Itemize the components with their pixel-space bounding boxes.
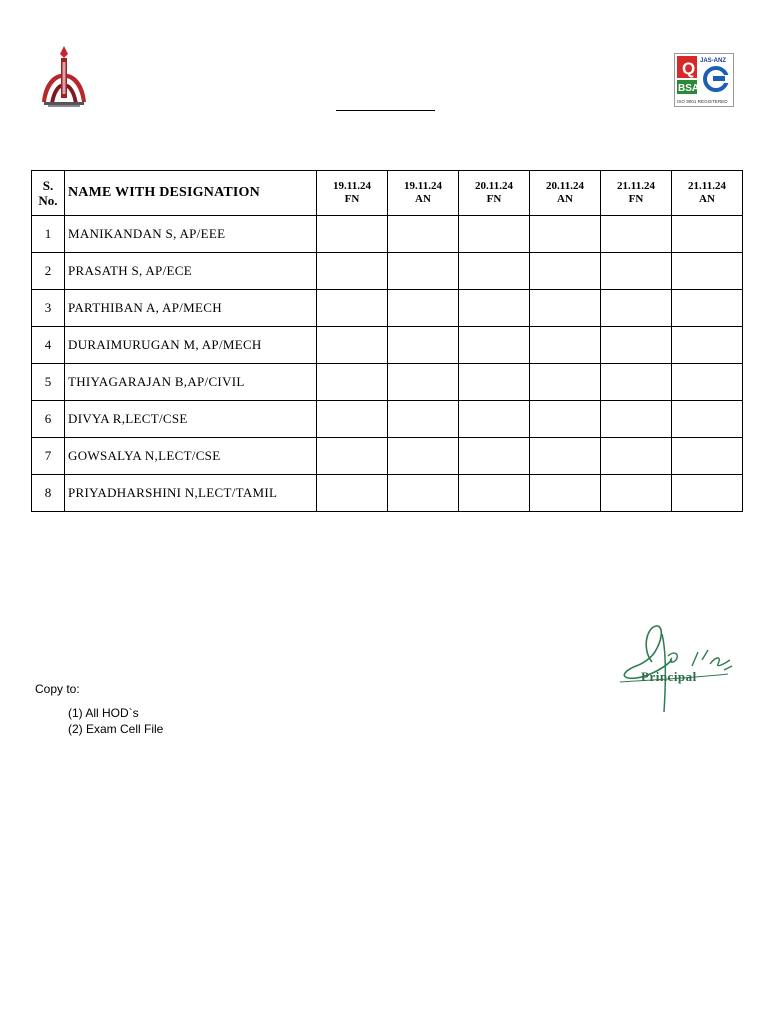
- duty-cell: [672, 475, 743, 512]
- row-name: DURAIMURUGAN M, AP/MECH: [65, 327, 317, 364]
- duty-cell: [388, 327, 459, 364]
- header-slot: 20.11.24 AN: [530, 171, 601, 216]
- duty-cell: [317, 216, 388, 253]
- bsa-mark: BSA: [678, 83, 700, 94]
- row-name: DIVYA R,LECT/CSE: [65, 401, 317, 438]
- copy-to-label: Copy to:: [35, 682, 80, 696]
- row-sno: 5: [32, 364, 65, 401]
- duty-cell: [672, 216, 743, 253]
- duty-cell: [672, 253, 743, 290]
- duty-cell: [530, 290, 601, 327]
- header-slot: 21.11.24 AN: [672, 171, 743, 216]
- invigilation-duty-table: [31, 170, 743, 512]
- duty-cell: [317, 475, 388, 512]
- row-sno: 3: [32, 290, 65, 327]
- header-slot: 19.11.24 FN: [317, 171, 388, 216]
- row-sno: 6: [32, 401, 65, 438]
- table-row: [32, 364, 743, 401]
- table-header-row: [32, 171, 743, 216]
- table-row: [32, 216, 743, 253]
- copy-recipients: [68, 705, 163, 737]
- list-item: (2) Exam Cell File: [68, 722, 164, 736]
- duty-cell: [530, 253, 601, 290]
- row-sno: 1: [32, 216, 65, 253]
- jas-anz-mark: JAS-ANZ: [700, 58, 727, 64]
- duty-cell: [388, 216, 459, 253]
- header-slot: 19.11.24 AN: [388, 171, 459, 216]
- principal-label: Principal: [641, 669, 697, 684]
- duty-cell: [530, 438, 601, 475]
- duty-cell: [388, 438, 459, 475]
- table-row: [32, 438, 743, 475]
- duty-cell: [317, 364, 388, 401]
- duty-cell: [459, 253, 530, 290]
- row-name: PRIYADHARSHINI N,LECT/TAMIL: [65, 475, 317, 512]
- duty-cell: [672, 438, 743, 475]
- duty-cell: [530, 475, 601, 512]
- row-name: PARTHIBAN A, AP/MECH: [65, 290, 317, 327]
- duty-cell: [388, 401, 459, 438]
- duty-cell: [317, 438, 388, 475]
- title-underline: [336, 110, 435, 111]
- row-sno: 8: [32, 475, 65, 512]
- iso-certification-logo: [674, 53, 734, 107]
- duty-cell: [601, 253, 672, 290]
- row-sno: 2: [32, 253, 65, 290]
- row-name: GOWSALYA N,LECT/CSE: [65, 438, 317, 475]
- header-slot: 20.11.24 FN: [459, 171, 530, 216]
- duty-cell: [459, 327, 530, 364]
- duty-cell: [317, 290, 388, 327]
- duty-cell: [317, 327, 388, 364]
- duty-cell: [459, 216, 530, 253]
- header-name-designation: NAME WITH DESIGNATION: [65, 171, 317, 216]
- duty-cell: [601, 216, 672, 253]
- list-item: (1) All HOD`s: [68, 706, 139, 720]
- table-row: [32, 327, 743, 364]
- duty-cell: [459, 364, 530, 401]
- table-row: [32, 401, 743, 438]
- duty-cell: [601, 401, 672, 438]
- duty-cell: [459, 475, 530, 512]
- svg-text:Q: Q: [682, 59, 696, 78]
- duty-cell: [459, 290, 530, 327]
- row-sno: 4: [32, 327, 65, 364]
- duty-cell: [530, 327, 601, 364]
- duty-cell: [672, 327, 743, 364]
- duty-cell: [459, 438, 530, 475]
- iso-registered-text: ISO 9001 REGISTERED: [677, 99, 728, 104]
- duty-cell: [388, 253, 459, 290]
- duty-cell: [672, 364, 743, 401]
- row-sno: 7: [32, 438, 65, 475]
- duty-cell: [601, 438, 672, 475]
- header-slot: 21.11.24 FN: [601, 171, 672, 216]
- duty-cell: [317, 401, 388, 438]
- row-name: THIYAGARAJAN B,AP/CIVIL: [65, 364, 317, 401]
- row-name: PRASATH S, AP/ECE: [65, 253, 317, 290]
- duty-cell: [459, 401, 530, 438]
- duty-cell: [672, 290, 743, 327]
- duty-cell: [601, 290, 672, 327]
- duty-cell: [601, 364, 672, 401]
- table-row: [32, 475, 743, 512]
- header-sno: S. No.: [32, 171, 65, 216]
- duty-cell: [601, 475, 672, 512]
- duty-cell: [601, 327, 672, 364]
- duty-cell: [317, 253, 388, 290]
- duty-cell: [530, 216, 601, 253]
- table-row: [32, 253, 743, 290]
- duty-cell: [388, 475, 459, 512]
- duty-cell: [388, 290, 459, 327]
- duty-cell: [530, 364, 601, 401]
- row-name: MANIKANDAN S, AP/EEE: [65, 216, 317, 253]
- duty-cell: [672, 401, 743, 438]
- institution-logo: [36, 44, 92, 110]
- duty-cell: [530, 401, 601, 438]
- duty-cell: [388, 364, 459, 401]
- table-row: [32, 290, 743, 327]
